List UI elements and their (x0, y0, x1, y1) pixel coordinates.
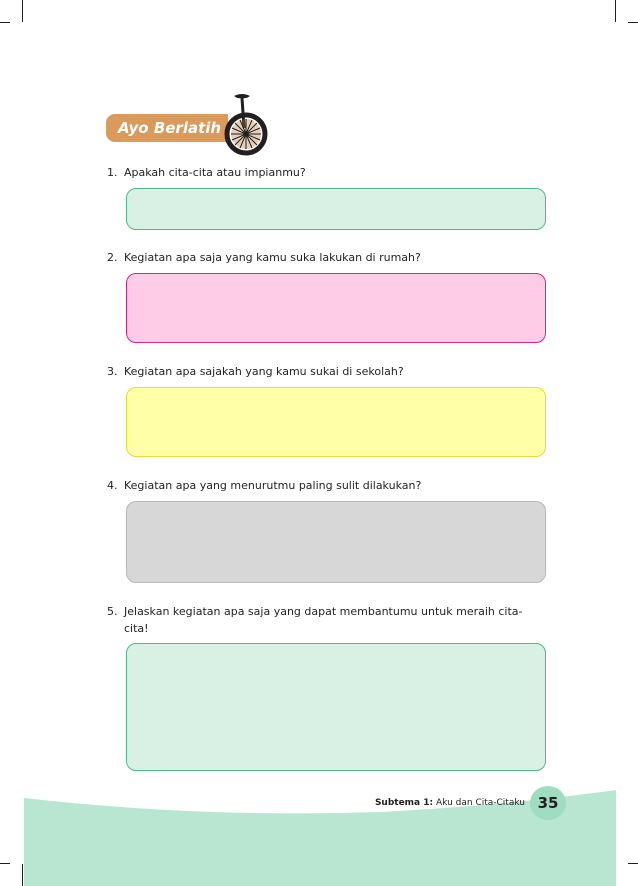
answer-box-4[interactable] (126, 501, 546, 583)
crop-mark-top-right-h (628, 22, 638, 23)
question-5 (107, 603, 547, 637)
question-number: 4. (107, 479, 118, 492)
question-2 (107, 249, 547, 266)
footer-subtema-label: Subtema 1: (374, 798, 434, 808)
footer-subtema-title: Aku dan Cita-Citaku (436, 798, 525, 808)
answer-box-2[interactable] (126, 273, 546, 343)
question-number: 2. (107, 251, 118, 264)
question-1 (107, 164, 547, 181)
crop-mark-top-right-v (615, 0, 616, 22)
question-text: Jelaskan kegiatan apa saja yang dapat membantumu untuk meraih cita-cita! (124, 605, 523, 635)
question-text: Kegiatan apa yang menurutmu paling sulit dilakukan? (124, 479, 422, 492)
question-text: Kegiatan apa saja yang kamu suka lakukan di rumah? (124, 251, 421, 264)
section-header (106, 92, 281, 162)
question-4 (107, 477, 547, 494)
question-number: 5. (107, 605, 118, 618)
page-number: 35 (530, 786, 566, 820)
crop-mark-top-left-h (0, 22, 10, 23)
question-number: 1. (107, 166, 118, 179)
answer-box-3[interactable] (126, 387, 546, 457)
question-number: 3. (107, 365, 118, 378)
answer-box-5[interactable] (126, 643, 546, 771)
question-text: Kegiatan apa sajakah yang kamu sukai di sekolah? (124, 365, 404, 378)
question-text: Apakah cita-cita atau impianmu? (124, 166, 306, 179)
section-title: Ayo Berlatih (106, 114, 228, 142)
question-3 (107, 363, 547, 380)
footer-subtema (300, 796, 525, 810)
crop-mark-top-left-v (22, 0, 23, 22)
unicycle-icon (224, 92, 280, 160)
answer-box-1[interactable] (126, 188, 546, 230)
